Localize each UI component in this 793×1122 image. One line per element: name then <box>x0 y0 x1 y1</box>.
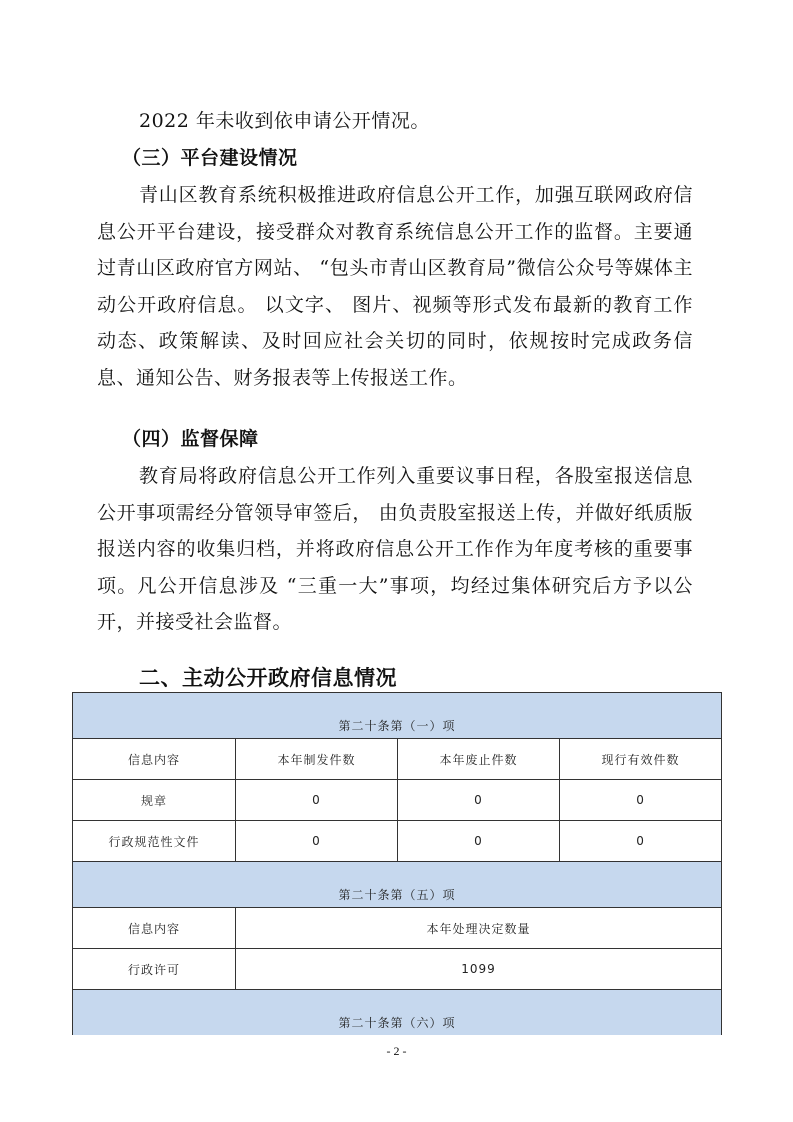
table-band-row <box>73 693 722 739</box>
table-cell: 0 <box>236 821 398 862</box>
table-row <box>73 821 722 862</box>
table-cell: 规章 <box>73 780 236 821</box>
paragraph-platform-construction: 青山区教育系统积极推进政府信息公开工作，加强互联网政府信息公开平台建设，接受群众对教育系统信息公开工作的监督。主要通过青山区政府官方网站、 “包头市青山区教育局”微信公众号等媒体主动公开政府信息。 以文字、 图片、视频等形式发布最新的教育工作动态、政策解读、及时回应社会关切的同时，依规按时完成政务信息、通知公告、财务报表等上传报送工作。 <box>97 184 693 389</box>
heading-supervision: （四）监督保障 <box>122 428 259 450</box>
table-cell: 行政规范性文件 <box>73 821 236 862</box>
table-header-cell: 信息内容 <box>73 739 236 780</box>
table-header-row <box>73 739 722 780</box>
table-header-cell: 信息内容 <box>73 908 236 949</box>
table-band-article20-5: 第二十条第（五）项 <box>73 862 722 908</box>
table-cell: 行政许可 <box>73 949 236 990</box>
table-cell: 0 <box>398 780 560 821</box>
table-band-article20-6: 第二十条第（六）项 <box>73 990 722 1036</box>
table-band-article20-1: 第二十条第（一）项 <box>73 693 722 739</box>
table-band-row <box>73 862 722 908</box>
table-row <box>73 949 722 990</box>
table-cell: 0 <box>236 780 398 821</box>
table-row <box>73 780 722 821</box>
heading-platform-construction: （三）平台建设情况 <box>122 147 298 169</box>
table-cell: 0 <box>398 821 560 862</box>
paragraph-no-requests: 2022 年未收到依申请公开情况。 <box>139 110 430 132</box>
section-title: 二、主动公开政府信息情况 <box>139 666 397 690</box>
table-cell: 0 <box>560 821 722 862</box>
table-header-cell: 本年废止件数 <box>398 739 560 780</box>
info-disclosure-table <box>72 692 722 1035</box>
table-band-row <box>73 990 722 1036</box>
table-cell: 1099 <box>236 949 722 990</box>
table-header-cell: 本年处理决定数量 <box>236 908 722 949</box>
page-number: - 2 - <box>386 1044 407 1058</box>
table-header-cell: 现行有效件数 <box>560 739 722 780</box>
table-header-cell: 本年制发件数 <box>236 739 398 780</box>
table-cell: 0 <box>560 780 722 821</box>
paragraph-supervision: 教育局将政府信息公开工作列入重要议事日程，各股室报送信息公开事项需经分管领导审签后， 由负责股室报送上传，并做好纸质版报送内容的收集归档，并将政府信息公开工作作为年度考核的重要事项。凡公开信息涉及 “三重一大”事项，均经过集体研究后方予以公开，并接受社会监督。 <box>97 465 693 633</box>
table-header-row <box>73 908 722 949</box>
